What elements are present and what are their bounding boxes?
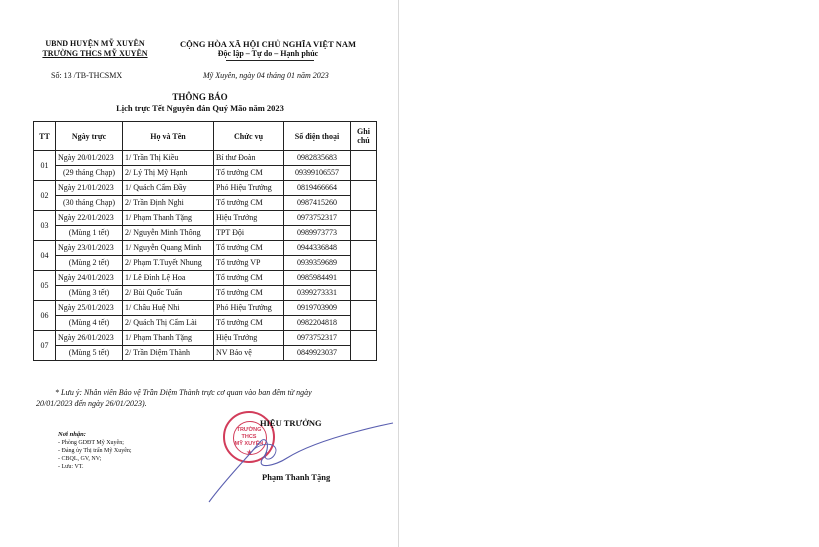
recipient-item: - Đảng ủy Thị trấn Mỹ Xuyên; [58,448,132,454]
row-number: 05 [34,271,56,301]
note-cell [351,151,377,181]
lunar-date: (Mùng 5 tết) [56,346,123,361]
table-row [34,256,377,271]
row-number: 07 [34,331,56,361]
document-page [0,0,398,547]
staff-phone: 0989973773 [284,226,351,241]
staff-name: 2/ Quách Thị Cẩm Lài [123,316,214,331]
recipient-item: - Phòng GDĐT Mỹ Xuyên; [58,440,124,446]
row-number: 06 [34,301,56,331]
lunar-date: (30 tháng Chạp) [56,196,123,211]
note-cell [351,241,377,271]
duty-date: Ngày 24/01/2023 [56,271,123,286]
staff-phone: 0973752317 [284,211,351,226]
staff-role: Tổ trưởng CM [214,286,284,301]
staff-phone: 0985984491 [284,271,351,286]
duty-date: Ngày 21/01/2023 [56,181,123,196]
stamp-text: TRƯỜNG [236,427,262,433]
staff-phone: 0849923037 [284,346,351,361]
staff-role: Hiệu Trưởng [214,331,284,346]
lunar-date: (Mùng 3 tết) [56,286,123,301]
table-row [34,346,377,361]
motto: Độc lập – Tự do – Hạnh phúc [217,49,319,58]
staff-name: 1/ Phạm Thanh Tặng [123,331,214,346]
signer-title: HIỆU TRƯỞNG [260,418,322,428]
staff-phone: 0939359689 [284,256,351,271]
duty-date: Ngày 20/01/2023 [56,151,123,166]
duty-date: Ngày 22/01/2023 [56,211,123,226]
table-row [34,301,377,316]
staff-phone: 0399273331 [284,286,351,301]
duty-date: Ngày 25/01/2023 [56,301,123,316]
staff-phone: 09399106557 [284,166,351,181]
staff-role: Tổ trưởng CM [214,241,284,256]
document-number: Số: 13 /TB-THCSMX [51,71,123,80]
staff-role: Hiệu Trưởng [214,211,284,226]
staff-name: 1/ Quách Cẩm Đầy [123,181,214,196]
staff-role: Tổ trưởng CM [214,271,284,286]
staff-phone: 0919703909 [284,301,351,316]
notice-subtitle: Lịch trực Tết Nguyên đán Quý Mão năm 2023 [116,103,284,113]
header-tt: TT [34,122,56,151]
lunar-date: (Mùng 2 tết) [56,256,123,271]
recipient-item: - Lưu: VT. [58,464,84,470]
staff-phone: 0819466664 [284,181,351,196]
staff-role: Phó Hiệu Trưởng [214,301,284,316]
staff-role: Tổ trưởng CM [214,196,284,211]
recipient-item: - CBQL, GV, NV; [58,456,102,462]
school-name: TRƯỜNG THCS MỸ XUYÊN [42,49,148,58]
staff-phone: 0987415260 [284,196,351,211]
country-name: CỘNG HÒA XÃ HỘI CHỦ NGHĨA VIỆT NAM [179,39,357,49]
note-cell [351,301,377,331]
header-date: Ngày trực [56,122,123,151]
header-note: Ghi chú [351,122,377,151]
note-line-2: 20/01/2023 đến ngày 26/01/2023). [36,399,147,408]
stamp-text: THCS [241,434,257,440]
stamp-star-icon: ★ [246,448,254,457]
staff-phone: 0973752317 [284,331,351,346]
table-row [34,181,377,196]
staff-name: 1/ Trần Thị Kiều [123,151,214,166]
staff-role: Phó Hiệu Trưởng [214,181,284,196]
table-row [34,196,377,211]
header-name: Họ và Tên [123,122,214,151]
header-role: Chức vụ [214,122,284,151]
staff-role: Tổ trưởng CM [214,316,284,331]
handwritten-signature [205,420,395,505]
note-cell [351,271,377,301]
note-line-1: * Lưu ý: Nhân viên Bảo vệ Trần Diệm Thành trực cơ quan vào ban đêm từ ngày [55,388,312,397]
row-number: 02 [34,181,56,211]
staff-role: TPT Đội [214,226,284,241]
recipients-heading: Nơi nhận: [58,431,86,438]
row-number: 03 [34,211,56,241]
staff-name: 1/ Nguyễn Quang Minh [123,241,214,256]
staff-name: 2/ Lý Thị Mỹ Hạnh [123,166,214,181]
header-phone: Số điện thoại [284,122,351,151]
staff-name: 2/ Bùi Quốc Tuấn [123,286,214,301]
note-cell [351,331,377,361]
staff-name: 2/ Phạm T.Tuyết Nhung [123,256,214,271]
staff-phone: 0944336848 [284,241,351,256]
staff-name: 1/ Châu Huệ Nhi [123,301,214,316]
table-row [34,151,377,166]
staff-role: Bí thư Đoàn [214,151,284,166]
duty-date: Ngày 26/01/2023 [56,331,123,346]
lunar-date: (Mùng 1 tết) [56,226,123,241]
stamp-text: MỸ XUYÊN [234,441,264,447]
staff-name: 1/ Lê Đình Lệ Hoa [123,271,214,286]
row-number: 01 [34,151,56,181]
page-edge [398,0,399,547]
staff-role: Tổ trưởng CM [214,166,284,181]
note-cell [351,211,377,241]
lunar-date: (Mùng 4 tết) [56,316,123,331]
signer-name: Phạm Thanh Tặng [262,472,331,482]
table-row [34,166,377,181]
agency-name: UBND HUYỆN MỸ XUYÊN [45,39,145,48]
note-cell [351,181,377,211]
lunar-date: (29 tháng Chạp) [56,166,123,181]
table-row [34,331,377,346]
table-row [34,241,377,256]
staff-name: 2/ Trần Định Nghi [123,196,214,211]
motto-underline [226,60,314,61]
table-row [34,286,377,301]
staff-phone: 0982204818 [284,316,351,331]
table-row [34,211,377,226]
signature-stroke [209,423,393,502]
staff-name: 1/ Phạm Thanh Tặng [123,211,214,226]
staff-role: Tổ trưởng VP [214,256,284,271]
row-number: 04 [34,241,56,271]
staff-name: 2/ Trần Diệm Thành [123,346,214,361]
table-row [34,226,377,241]
table-row [34,316,377,331]
duty-date: Ngày 23/01/2023 [56,241,123,256]
duty-schedule-table [33,121,377,361]
staff-phone: 0982835683 [284,151,351,166]
staff-role: NV Bảo vệ [214,346,284,361]
staff-name: 2/ Nguyễn Minh Thông [123,226,214,241]
table-row [34,271,377,286]
notice-title: THÔNG BÁO [172,92,228,102]
table-header-row [34,122,377,151]
place-date: Mỹ Xuyên, ngày 04 tháng 01 năm 2023 [203,71,329,80]
